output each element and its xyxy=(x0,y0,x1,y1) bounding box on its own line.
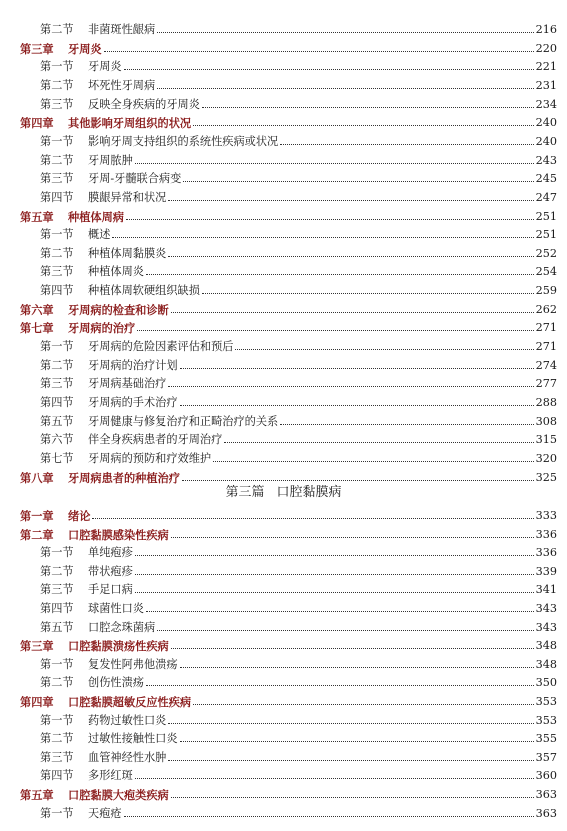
toc-section-entry[interactable] xyxy=(20,375,557,393)
entry-title: 绪论 xyxy=(68,509,91,523)
dot-leader xyxy=(180,666,534,668)
entry-page-number: 339 xyxy=(535,564,557,578)
dot-leader xyxy=(112,236,533,238)
toc-chapter-entry[interactable] xyxy=(20,40,557,58)
dot-leader xyxy=(92,517,533,519)
entry-title: 种植体周黏膜炎 xyxy=(88,246,167,260)
entry-page-number: 216 xyxy=(535,23,557,36)
entry-page-number: 308 xyxy=(535,414,557,428)
entry-number: 第三节 xyxy=(40,377,74,391)
toc-section-entry[interactable] xyxy=(20,431,557,449)
entry-number: 第三节 xyxy=(40,97,74,111)
entry-page-number: 221 xyxy=(535,60,557,74)
entry-title: 口腔黏膜超敏反应性疾病 xyxy=(68,695,192,709)
entry-title: 反映全身疾病的牙周炎 xyxy=(88,97,200,111)
dot-leader xyxy=(213,460,534,462)
entry-title: 牙周健康与修复治疗和正畸治疗的关系 xyxy=(88,414,279,428)
toc-chapter-entry[interactable] xyxy=(20,208,557,226)
entry-title: 球菌性口炎 xyxy=(88,602,144,615)
entry-title: 口腔黏膜感染性疾病 xyxy=(68,527,169,542)
entry-number: 第一节 xyxy=(40,713,74,727)
entry-title: 带状疱疹 xyxy=(88,564,133,578)
entry-number: 第四节 xyxy=(40,602,74,615)
dot-leader xyxy=(157,629,534,631)
toc-chapter-entry[interactable] xyxy=(20,469,557,487)
dot-leader xyxy=(157,87,534,89)
entry-title: 单纯疱疹 xyxy=(88,546,133,560)
dot-leader xyxy=(280,423,533,425)
toc-section-entry[interactable] xyxy=(20,170,557,188)
dot-leader xyxy=(157,31,534,33)
entry-number: 第四章 xyxy=(20,116,54,131)
toc-section-entry[interactable] xyxy=(20,563,557,581)
entry-page-number: 325 xyxy=(535,470,557,484)
entry-page-number: 343 xyxy=(535,620,557,634)
dot-leader xyxy=(171,536,534,538)
entry-title: 口腔黏膜溃疡性疾病 xyxy=(68,639,169,654)
entry-page-number: 343 xyxy=(535,602,557,615)
toc-section-entry[interactable] xyxy=(20,263,557,281)
dot-leader xyxy=(135,162,534,164)
entry-page-number: 315 xyxy=(535,433,557,447)
dot-leader xyxy=(146,273,534,275)
entry-title: 伴全身疾病患者的牙周治疗 xyxy=(88,433,223,447)
entry-title: 牙周脓肿 xyxy=(88,153,133,167)
entry-page-number: 254 xyxy=(535,265,557,279)
dot-leader xyxy=(182,479,534,481)
entry-page-number: 348 xyxy=(535,639,557,653)
toc-section-entry[interactable] xyxy=(20,767,557,785)
entry-page-number: 360 xyxy=(535,769,557,783)
entry-page-number: 271 xyxy=(535,340,557,354)
entry-title: 复发性阿弗他溃疡 xyxy=(88,657,178,671)
entry-title: 牙周炎 xyxy=(88,60,122,74)
entry-number: 第五节 xyxy=(40,620,74,634)
entry-number: 第一节 xyxy=(40,340,74,354)
entry-page-number: 348 xyxy=(535,657,557,671)
entry-title: 口腔黏膜大疱类疾病 xyxy=(68,788,169,802)
entry-page-number: 274 xyxy=(535,358,557,372)
toc-section-entry[interactable] xyxy=(20,656,557,674)
entry-title: 天疱疮 xyxy=(88,806,122,820)
entry-title: 种植体周软硬组织缺损 xyxy=(88,284,200,298)
entry-page-number: 271 xyxy=(535,321,557,335)
entry-number: 第五章 xyxy=(20,788,54,802)
entry-number: 第一节 xyxy=(40,806,74,820)
entry-number: 第四节 xyxy=(40,396,74,409)
entry-number: 第二节 xyxy=(40,358,74,372)
entry-number: 第六节 xyxy=(40,433,74,447)
entry-number: 第四章 xyxy=(20,695,54,709)
dot-leader xyxy=(168,255,533,257)
dot-leader xyxy=(183,180,533,182)
entry-title: 牙周病的治疗计划 xyxy=(88,358,178,372)
entry-page-number: 353 xyxy=(535,695,557,708)
dot-leader xyxy=(180,404,534,406)
entry-title: 口腔念珠菌病 xyxy=(88,620,156,634)
entry-page-number: 336 xyxy=(535,546,557,560)
toc-section-entry[interactable] xyxy=(20,674,557,692)
entry-title: 牙周病的手术治疗 xyxy=(88,396,178,409)
entry-number: 第二节 xyxy=(40,246,74,260)
entry-title: 牙周病的预防和疗效维护 xyxy=(88,451,212,465)
entry-number: 第三节 xyxy=(40,750,74,764)
entry-number: 第三节 xyxy=(40,583,74,597)
dot-leader xyxy=(168,385,533,387)
dot-leader xyxy=(126,218,534,220)
entry-title: 概述 xyxy=(88,228,111,242)
entry-number: 第二章 xyxy=(20,527,54,542)
entry-title: 过敏性接触性口炎 xyxy=(88,732,178,746)
toc-chapter-entry[interactable] xyxy=(20,786,557,804)
toc-section-entry[interactable] xyxy=(20,544,557,562)
toc-chapter-entry[interactable] xyxy=(20,319,557,337)
entry-number: 第七节 xyxy=(40,451,74,465)
entry-page-number: 353 xyxy=(535,713,557,727)
entry-number: 第二节 xyxy=(40,676,74,690)
dot-leader xyxy=(135,554,534,556)
entry-page-number: 234 xyxy=(535,97,557,111)
toc-section-entry[interactable] xyxy=(20,600,557,618)
part-heading-title: 口腔黏膜病 xyxy=(276,485,342,500)
entry-number: 第五章 xyxy=(20,209,54,224)
toc-section-entry[interactable] xyxy=(20,282,557,300)
entry-page-number: 363 xyxy=(535,788,557,801)
toc-section-entry[interactable] xyxy=(20,96,557,114)
toc-section-entry[interactable] xyxy=(20,77,557,95)
dot-leader xyxy=(146,610,534,612)
toc-section-entry[interactable] xyxy=(20,413,557,431)
entry-number: 第三节 xyxy=(40,265,74,279)
toc-section-entry[interactable] xyxy=(20,805,557,823)
entry-number: 第四节 xyxy=(40,190,74,204)
dot-leader xyxy=(168,722,533,724)
entry-title: 种植体周炎 xyxy=(88,265,144,279)
dot-leader xyxy=(193,124,534,126)
entry-title: 血管神经性水肿 xyxy=(88,750,167,764)
dot-leader xyxy=(135,777,534,779)
entry-title: 牙周-牙髓联合病变 xyxy=(88,172,182,186)
entry-page-number: 259 xyxy=(535,284,557,298)
entry-number: 第一章 xyxy=(20,509,54,523)
toc-chapter-entry[interactable] xyxy=(20,693,557,711)
entry-title: 牙周病的危险因素评估和预后 xyxy=(88,340,234,354)
entry-page-number: 350 xyxy=(535,676,557,690)
entry-number: 第一节 xyxy=(40,657,74,671)
dot-leader xyxy=(124,815,534,817)
entry-title: 牙周病的检查和诊断 xyxy=(68,302,169,317)
entry-page-number: 251 xyxy=(535,209,557,223)
entry-number: 第三章 xyxy=(20,41,54,56)
entry-title: 膜龈异常和状况 xyxy=(88,190,167,204)
entry-page-number: 320 xyxy=(535,451,557,465)
entry-title: 牙周病的治疗 xyxy=(68,321,136,336)
entry-title: 手足口病 xyxy=(88,583,133,597)
entry-page-number: 277 xyxy=(535,377,557,391)
entry-number: 第四节 xyxy=(40,769,74,783)
toc-section-entry[interactable] xyxy=(20,152,557,170)
dot-leader xyxy=(104,50,534,52)
toc-section-entry[interactable] xyxy=(20,619,557,637)
entry-page-number: 247 xyxy=(535,190,557,204)
dot-leader xyxy=(180,367,534,369)
toc-section-entry[interactable] xyxy=(20,394,557,412)
toc-section-entry[interactable] xyxy=(20,21,557,39)
entry-number: 第二节 xyxy=(40,78,74,92)
entry-page-number: 262 xyxy=(535,302,557,316)
toc-section-entry[interactable] xyxy=(20,749,557,767)
entry-page-number: 363 xyxy=(535,806,557,820)
toc-section-entry[interactable] xyxy=(20,712,557,730)
entry-title: 创伤性溃疡 xyxy=(88,676,144,690)
dot-leader xyxy=(224,441,533,443)
dot-leader xyxy=(202,106,534,108)
toc-chapter-entry[interactable] xyxy=(20,114,557,132)
dot-leader xyxy=(280,143,533,145)
entry-number: 第二节 xyxy=(40,564,74,578)
entry-number: 第一节 xyxy=(40,228,74,242)
dot-leader xyxy=(135,591,534,593)
entry-number: 第八章 xyxy=(20,470,54,485)
toc-section-entry[interactable] xyxy=(20,450,557,468)
entry-number: 第一节 xyxy=(40,60,74,74)
entry-page-number: 231 xyxy=(535,78,557,92)
dot-leader xyxy=(180,740,534,742)
dot-leader xyxy=(171,647,534,649)
dot-leader xyxy=(168,759,533,761)
entry-page-number: 245 xyxy=(535,172,557,186)
toc-section-entry[interactable] xyxy=(20,189,557,207)
entry-number: 第三节 xyxy=(40,172,74,186)
dot-leader xyxy=(168,199,533,201)
toc-section-entry[interactable] xyxy=(20,730,557,748)
toc-chapter-entry[interactable] xyxy=(20,637,557,655)
entry-page-number: 240 xyxy=(535,134,557,148)
entry-title: 牙周病患者的种植治疗 xyxy=(68,470,180,485)
part-heading-number: 第三篇 xyxy=(225,485,265,500)
entry-page-number: 240 xyxy=(535,116,557,130)
dot-leader xyxy=(235,348,533,350)
entry-title: 种植体周病 xyxy=(68,209,124,224)
entry-number: 第二节 xyxy=(40,23,74,36)
dot-leader xyxy=(137,329,534,331)
entry-page-number: 341 xyxy=(535,583,557,597)
entry-title: 多形红斑 xyxy=(88,769,133,783)
toc-chapter-entry[interactable] xyxy=(20,526,557,544)
entry-number: 第四节 xyxy=(40,284,74,298)
entry-title: 牙周炎 xyxy=(68,41,102,56)
entry-number: 第一节 xyxy=(40,546,74,560)
entry-number: 第五节 xyxy=(40,414,74,428)
dot-leader xyxy=(171,796,534,798)
toc-chapter-entry[interactable] xyxy=(20,507,557,525)
dot-leader xyxy=(202,292,534,294)
entry-title: 非菌斑性龈病 xyxy=(88,23,156,36)
entry-number: 第一节 xyxy=(40,134,74,148)
entry-page-number: 355 xyxy=(535,732,557,746)
entry-number: 第二节 xyxy=(40,153,74,167)
toc-section-entry[interactable] xyxy=(20,58,557,76)
toc-section-entry[interactable] xyxy=(20,133,557,151)
entry-number: 第六章 xyxy=(20,302,54,317)
dot-leader xyxy=(171,311,534,313)
entry-title: 坏死性牙周病 xyxy=(88,78,156,92)
dot-leader xyxy=(135,573,534,575)
entry-page-number: 243 xyxy=(535,153,557,167)
dot-leader xyxy=(193,703,534,705)
entry-page-number: 288 xyxy=(535,396,557,409)
entry-number: 第七章 xyxy=(20,321,54,336)
entry-title: 影响牙周支持组织的系统性疾病或状况 xyxy=(88,134,279,148)
entry-page-number: 357 xyxy=(535,750,557,764)
entry-number: 第三章 xyxy=(20,639,54,654)
entry-page-number: 333 xyxy=(535,509,557,522)
entry-title: 其他影响牙周组织的状况 xyxy=(68,116,192,131)
toc-section-entry[interactable] xyxy=(20,226,557,244)
toc-section-entry[interactable] xyxy=(20,338,557,356)
entry-title: 牙周病基础治疗 xyxy=(88,377,167,391)
entry-number: 第二节 xyxy=(40,732,74,746)
dot-leader xyxy=(124,68,534,70)
entry-page-number: 336 xyxy=(535,527,557,541)
toc-section-entry[interactable] xyxy=(20,581,557,599)
entry-page-number: 252 xyxy=(535,246,557,260)
entry-page-number: 251 xyxy=(535,228,557,242)
entry-page-number: 220 xyxy=(535,41,557,55)
toc-section-entry[interactable] xyxy=(20,357,557,375)
toc-section-entry[interactable] xyxy=(20,245,557,263)
entry-title: 药物过敏性口炎 xyxy=(88,713,167,727)
dot-leader xyxy=(146,684,534,686)
toc-chapter-entry[interactable] xyxy=(20,301,557,319)
